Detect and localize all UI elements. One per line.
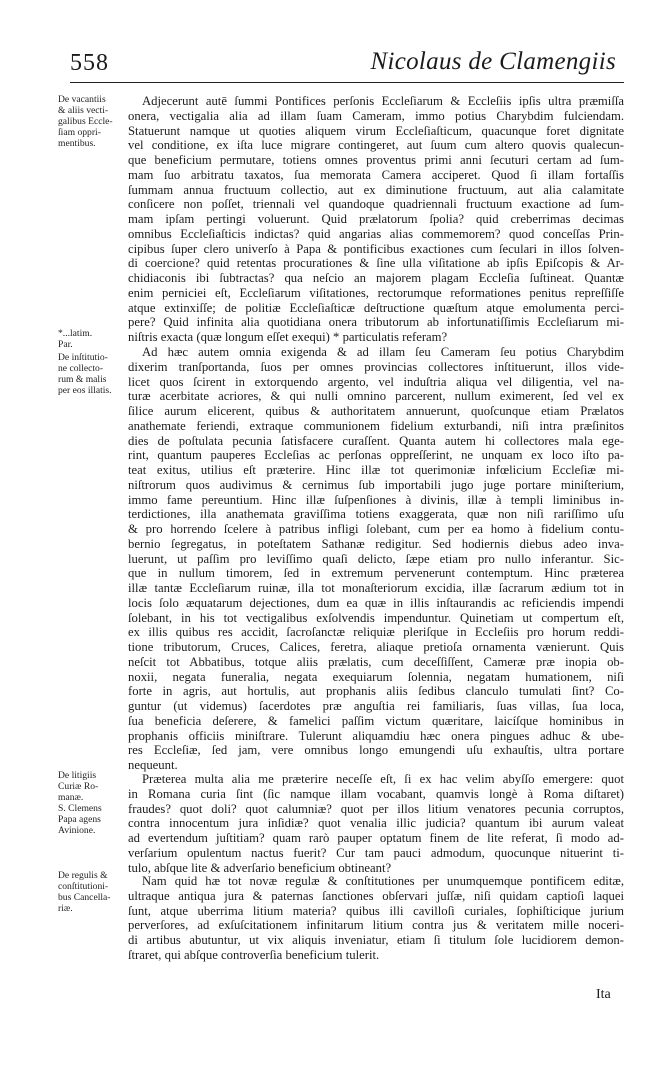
text-line: ſunt, atque uberrima litium materia? quibus illi cavilloſi curiales, ſophiſticique jurium [128, 903, 624, 918]
text-line: ad evertendum juſtitiam? quam rarò pauper optatum finem de lite referat, ſi modo ad- [128, 831, 624, 845]
margin-note-line: per eos illatis. [58, 385, 112, 396]
page-number: 558 [70, 50, 109, 76]
margin-note-line: *...latim. [58, 328, 93, 339]
paragraph-collectors [128, 345, 624, 773]
paragraph-chancery-rules [128, 874, 624, 963]
margin-note-line: manæ. [58, 792, 84, 803]
margin-note-line: Curiæ Ro- [58, 781, 99, 792]
margin-note-line: & aliis vecti- [58, 105, 109, 116]
text-line: bernio ſegregatus, in poteſtatem Sathanæ redigitur. Sed hodiernis diebus adeo inva- [128, 536, 624, 551]
margin-note-collectors [58, 352, 126, 396]
margin-note-line: Avinione. [58, 825, 96, 836]
header-rule [70, 82, 624, 83]
paragraph-roman-curia [128, 772, 624, 875]
text-line: contra innocentum jura inſidiæ? quot venalia illic judicia? quantum ibi aurum valeat [128, 816, 624, 831]
text-line: que beneficium permutare, totiens omnes proventus primi anni ſecuturi certam ad ſum- [128, 153, 624, 167]
text-line: cipibus ſuper clero univerſo à Papa & pontificibus exactiones cum ſeculari in illos ſolven- [128, 241, 624, 256]
text-line: tulo, abſque lite & adverſario beneficium obtineant? [128, 860, 392, 875]
margin-note-litigation [58, 770, 126, 836]
margin-note-line: De vacantiis [58, 94, 106, 105]
text-line: verſarium opulentum nactus fuerit? Cur tam pauci admodum, quocunque nituerint ti- [128, 845, 624, 860]
text-line: fraudes? quot doli? quot calumniæ? quot per illos litium venatores pecunia corruptos, [128, 801, 624, 816]
text-line: illæ tantæ Eccleſiarum ruinæ, illa tot monaſteriorum excidia, illæ ſacrarum ædium tot in [128, 581, 624, 595]
margin-note-line: ſiam oppri- [58, 127, 101, 138]
text-line: Præterea multa alia me præterire neceſſe eſt, ſi ex hac velim abyſſo emergere: quot [142, 772, 624, 786]
margin-note-line: De litigiis [58, 770, 97, 781]
margin-note-line: riæ. [58, 903, 73, 914]
text-line: in Romana curia ſint (ſic namque illam vocabant, quamvis longè à Roma diſtaret) [128, 786, 624, 801]
text-line: perverſores, ad exſuſcitationem infinitarum litium contra jus & veritatem mille noceri- [128, 918, 624, 933]
text-line: que in nullum timorem, ſed in extremum pervenerunt contemptum. Hinc præterea [128, 566, 624, 581]
text-line: anathemate feriendi, extraque communionem fidelium exturbandi, niſi intra præſinitos [128, 418, 624, 433]
text-line: rint, quantum pauperes Eccleſias ac perſonas oppreſſerint, ne unquam ex loco iſto pa- [128, 448, 624, 463]
text-line: ultraque antiqua jura & paternas ſanctiones obſervari juſſæ, niſi quidam captioſi laquei [128, 888, 624, 903]
margin-note-line: Par. [58, 339, 73, 350]
margin-note-line: bus Cancella- [58, 892, 111, 903]
margin-note-line: galibus Eccle- [58, 116, 113, 127]
margin-note-chancery-rules [58, 870, 126, 914]
catchword: Ita [596, 987, 611, 1002]
margin-note-line: rum & malis [58, 374, 107, 385]
margin-note-line: conſtitutioni- [58, 881, 109, 892]
running-title: Nicolaus de Clamengiis [370, 48, 616, 75]
margin-note-line: S. Clemens [58, 803, 102, 814]
text-line: dies de poſtulata pecunia ſatisfacere curaſſent. Quanta autem hi collectores mala ege- [128, 433, 624, 448]
text-line: luerunt, ut paſſim pro leviſſimo quaſi delicto, ſæpe etiam pro nullo inferantur. Sic- [128, 551, 624, 566]
text-line: nequeunt. [128, 758, 178, 772]
text-line: ſolebant, in his tot vectigalibus exſolvendis impenduntur. Quinetiam ut compertum eſt, [128, 610, 624, 625]
margin-note-line: De regulis & [58, 870, 108, 881]
text-line: di coercione? quid retentas procurationes & ſine ulla viſitatione ab ipſis Epiſcopis & Ar- [128, 256, 624, 271]
text-line: vel conditione, ex iſta luce migrare contingeret, aut ſuum cum altero quovis qualecun- [128, 138, 624, 153]
margin-note-line: De inſtitutio- [58, 352, 108, 363]
text-line: dixerim tranſportanda, ſuos per omnes provincias collectores inſtituerunt, illos vide- [128, 359, 624, 374]
text-line: ſtraret, qui abſque controverſia beneficium tulerit. [128, 947, 380, 962]
text-line: Statuerunt namque ut quoties aliquem virum Eccleſiaſticum, quacunque foret dignitate [128, 123, 624, 138]
text-line: mam ipſam pertingi voluerunt. Quid prælatorum ſpolia? quid creberrimas decimas [128, 212, 624, 226]
paragraph-vacancies [128, 94, 624, 345]
text-line: chidiaconis ibi ſubtractas? qua neſcio an majorem plagam Eccleſia ſuſtineat. Quantæ [128, 271, 624, 285]
text-line: enim perniciei eſt, Eccleſiarum viſitationes, rectorumque reformationes penitus repreſſiſſe [128, 285, 624, 300]
text-line: prophanis officiis miniſtrare. Tulerunt aliquamdiu hæc onera pingues adhuc & ube- [128, 728, 624, 743]
text-line: di artibus abutuntur, ut vix aliquis inveniatur, etiam ſi titulum ſole lucidiorem demon- [128, 933, 624, 947]
text-line: Ad hæc autem omnia exigenda & ad illam ſeu Cameram ſeu potius Charybdim [142, 345, 624, 359]
text-line: Nam quid hæ tot novæ regulæ & conſtitutiones per unumquemque pontificem editæ, [142, 874, 624, 888]
text-line: niſtrorum quos audivimus & cernimus ſub importabili jugo juge portare miniſterium, [128, 477, 624, 492]
text-line: teat exitus, utilius eſt præterire. Hinc illæ tot querimoniæ infœlicium Eccleſiæ mi- [128, 463, 624, 477]
text-line: immo fame pereuntium. Hinc illæ ſuſpenſiones à divinis, illæ à templi liminibus in- [128, 492, 624, 507]
text-line: ſummam annua fructuum collectio, aut ex diminutione fructuum, aut alia calamitate [128, 182, 624, 197]
page-header [70, 48, 622, 84]
text-line: mam ſuo arbitratu taxatos, ſua memorata Camera acciperet. Quod ſi illam fortaſſis [128, 167, 624, 182]
margin-note-line: mentibus. [58, 138, 96, 149]
text-line: Adjecerunt autē ſummi Pontifices perſonis Eccleſiarum & Eccleſiis ipſis ultra præmiſſa [142, 94, 624, 108]
text-line: guntur (ut videmus) ſacerdotes præ anguſtia rei familiaris, ſuas villas, ſua loca, [128, 699, 624, 713]
text-line: turæ acerbitate acriores, & qui nulli omnino parcerent, nullum eximerent, ſed vel ex [128, 389, 624, 404]
text-line: ſua beneficia deſerere, & famelici paſſim victum quæritare, laicíſque hominibus in [128, 713, 624, 728]
text-line: onera, vectigalia alia ad illam ſuam Cameram, immo potius Charybdim fulciendam. [128, 108, 624, 123]
text-line: locis ſolo æquatarum dejectiones, dum ea quæ in illis inſtaurandis ac reficiendis impendi [128, 595, 624, 610]
text-line: noxii, negata funeralia, negata exequiarum ſolennia, negatam humationem, niſi [128, 669, 624, 684]
text-line: ex illis quibus res accidit, ſacroſanctæ reliquiæ pleriſque in Eccleſiis pro horum reddi- [128, 625, 624, 640]
text-line: ſilice aurum elicerent, quibus & authoritatem annuerunt, quoſcunque etiam Prælatos [128, 404, 624, 418]
text-line: omnibus Eccleſiaſticis indictas? quid angarias alias commemorem? quod conceſſas Prin- [128, 226, 624, 241]
text-line: atque extinxiſſe; de politiæ Eccleſiaſticæ deſtructione quæſtum atque emolumenta perci- [128, 300, 624, 315]
margin-note-line: ne collecto- [58, 363, 104, 374]
text-line: tione tributorum, Cruces, Calices, feretra, aliaque pretioſa ornamenta vænierunt. Quis [128, 640, 624, 654]
text-line: licet quos ſcirent in extorquendo argento, vel induſtria aliqua vel diligentia, vel na- [128, 374, 624, 389]
text-line: terdictiones, illa anathemata graviſſima totiens exaggerata, quæ non niſi rariſſimo uſu [128, 507, 624, 522]
text-line: neſcit tot Abbatibus, totque aliis prælatis, cum deceſſiſſent, Cameræ præ inopia ob- [128, 654, 624, 669]
text-line: pere? Quid infinita alia quotidiana onera tributorum ab infortunatiſſimis Eccleſiarum mi- [128, 315, 624, 330]
margin-note-line: Papa agens [58, 814, 101, 825]
text-line: conſicere non poſſet, triennali vel quandoque quadriennali fructuum exactione ad ſum- [128, 197, 624, 212]
text-line: res Eccleſiæ, ſed jam, vere omnibus longo emungendi uſu exhauſtis, ultra portare [128, 743, 624, 758]
text-line: forte in agris, aut hortulis, aut prophanis aliis ſedibus clanculo tumulati ſint? Co- [128, 684, 624, 699]
margin-note-vacancies [58, 94, 126, 149]
text-line: & pro horrendo ſcelere à patribus infligi ſolebant, cum per ea homo à fidelium contu- [128, 522, 624, 536]
margin-note-variant-reading [58, 328, 126, 350]
text-line: niſtris exacta (quæ longum eſſet exequi) * particulatis referam? [128, 330, 448, 344]
